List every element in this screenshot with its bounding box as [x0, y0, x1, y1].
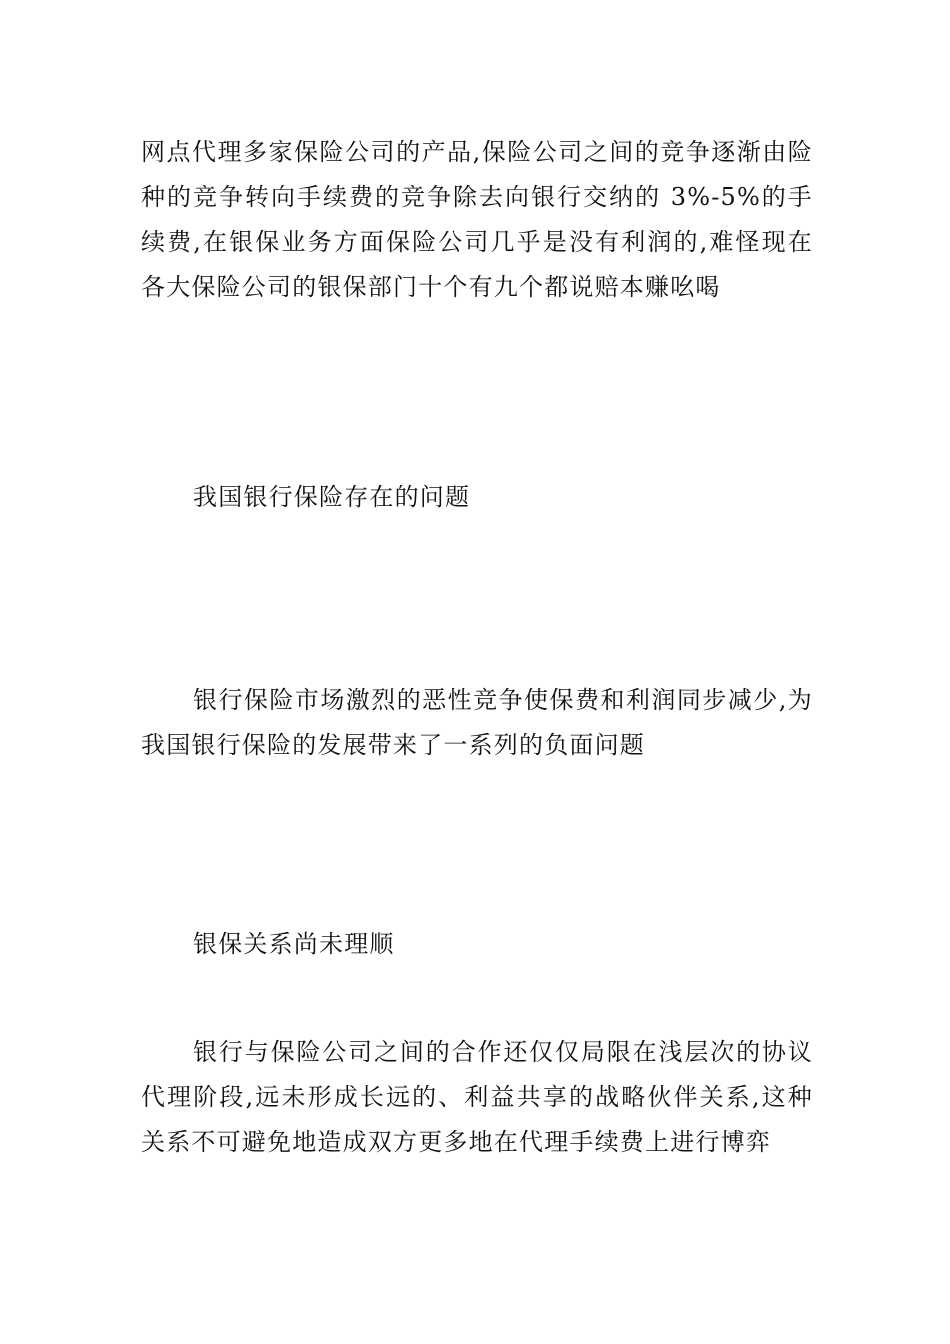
paragraph-cooperation: 银行与保险公司之间的合作还仅仅局限在浅层次的协议代理阶段,远未形成长远的、利益共享的战略伙伴关系,这种关系不可避免地造成双方更多地在代理手续费上进行博弈 — [141, 1038, 813, 1156]
section-heading-problems: 我国银行保险存在的问题 — [193, 483, 471, 511]
section-heading-relationship: 银保关系尚未理顺 — [193, 930, 395, 958]
paragraph-vicious-competition: 银行保险市场激烈的恶性竞争使保费和利润同步减少,为我国银行保险的发展带来了一系列的负面问题 — [141, 686, 813, 759]
paragraph-commission-competition: 网点代理多家保险公司的产品,保险公司之间的竞争逐渐由险种的竞争转向手续费的竞争除去向银行交纳的 3%-5%的手续费,在银保业务方面保险公司几乎是没有利润的,难怪现在各大保险公司的银保部门十个有九个都说赔本赚吆喝 — [141, 138, 813, 301]
